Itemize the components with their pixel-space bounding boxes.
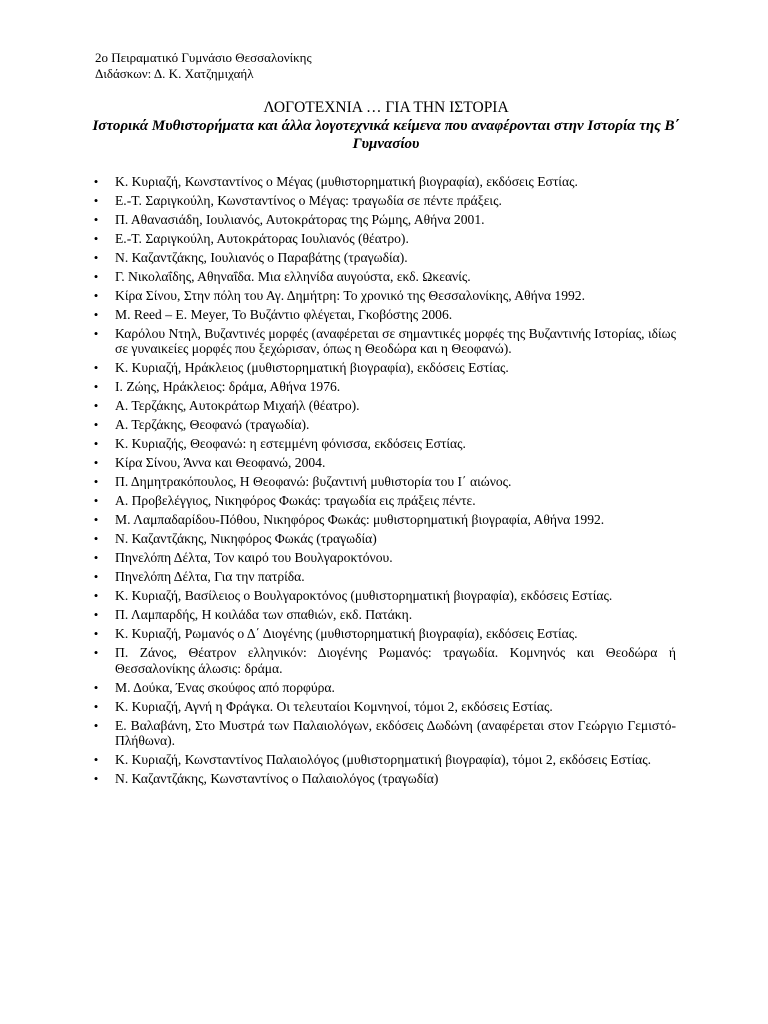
bibliography-item-text: Π. Δημητρακόπουλος, Η Θεοφανώ: βυζαντινή μυθιστορία του Ι΄ αιώνος. (115, 474, 512, 490)
bullet-icon: • (93, 360, 99, 376)
bibliography-item (88, 360, 676, 376)
bibliography-item (88, 699, 676, 715)
bullet-icon: • (93, 645, 99, 661)
bullet-icon: • (93, 550, 99, 566)
bullet-icon: • (93, 211, 99, 227)
bibliography-item-text: Π. Ζάνος, Θέατρον ελληνικόν: Διογένης Ρωμανός: τραγωδία. Κομνηνός και Θεοδώρα ή Θεσσαλονίκης άλωσις: δράμα. (115, 645, 676, 676)
bibliography-item (88, 607, 676, 623)
bibliography-item (88, 645, 676, 676)
bullet-icon: • (93, 230, 99, 246)
bullet-icon: • (93, 192, 99, 208)
bullet-icon: • (93, 531, 99, 547)
bullet-icon: • (93, 325, 99, 341)
bullet-icon: • (93, 287, 99, 303)
bibliography-item (88, 398, 676, 414)
bibliography-item-text: Ε.-Τ. Σαριγκούλη, Κωνσταντίνος ο Μέγας: τραγωδία σε πέντε πράξεις. (115, 192, 502, 208)
bibliography-item-text: Καρόλου Ντηλ, Βυζαντινές μορφές (αναφέρεται σε σημαντικές μορφές της Βυζαντινής Ιστορίας, ιδίως σε γυναικείες μορφές που ξεχώρισαν, όπως η Θεοδώρα και η Θεοφανώ). (115, 325, 676, 357)
bibliography-item-text: Ν. Καζαντζάκης, Ιουλιανός ο Παραβάτης (τραγωδία). (115, 249, 408, 265)
bibliography-item (88, 174, 676, 190)
bullet-icon: • (93, 752, 99, 768)
bibliography-item-text: Πηνελόπη Δέλτα, Τον καιρό του Βουλγαροκτόνου. (115, 550, 393, 566)
bullet-icon: • (93, 607, 99, 623)
bibliography-item (88, 569, 676, 585)
bibliography-item (88, 771, 676, 787)
bibliography-item-text: Κ. Κυριαζή, Ρωμανός ο Δ΄ Διογένης (μυθιστορηματική βιογραφία), εκδόσεις Εστίας. (115, 626, 578, 642)
bullet-icon: • (93, 417, 99, 433)
bibliography-item-text: Ε. Βαλαβάνη, Στο Μυστρά των Παλαιολόγων, εκδόσεις Δωδώνη (αναφέρεται στον Γεώργιο Γεμιστό-Πλήθωνα). (115, 717, 676, 749)
bibliography-item (88, 307, 676, 323)
bibliography-item-text: Π. Αθανασιάδη, Ιουλιανός, Αυτοκράτορας της Ρώμης, Αθήνα 2001. (115, 211, 485, 227)
school-name: 2ο Πειραματικό Γυμνάσιο Θεσσαλονίκης (95, 50, 312, 65)
bibliography-item (88, 288, 676, 304)
bullet-icon: • (93, 268, 99, 284)
bibliography-item (88, 326, 676, 357)
bibliography-item-text: Κίρα Σίνου, Στην πόλη του Αγ. Δημήτρη: Το χρονικό της Θεσσαλονίκης, Αθήνα 1992. (115, 287, 585, 303)
bibliography-list (88, 174, 676, 790)
bibliography-item-text: Κ. Κυριαζή, Βασίλειος ο Βουλγαροκτόνος (μυθιστορηματική βιογραφία), εκδόσεις Εστίας. (115, 588, 613, 604)
bibliography-item-text: Ι. Ζώης, Ηράκλειος: δράμα, Αθήνα 1976. (115, 379, 341, 395)
bibliography-item (88, 436, 676, 452)
bullet-icon: • (93, 771, 99, 787)
document-title: ΛΟΓΟΤΕΧΝΙΑ … ΓΙΑ ΤΗΝ ΙΣΤΟΡΙΑ (263, 99, 509, 116)
bullet-icon: • (93, 398, 99, 414)
title-block (88, 99, 684, 153)
bullet-icon: • (93, 306, 99, 322)
bibliography-item-text: Α. Προβελέγγιος, Νικηφόρος Φωκάς: τραγωδία εις πράξεις πέντε. (115, 493, 476, 509)
bibliography-item (88, 212, 676, 228)
bullet-icon: • (93, 493, 99, 509)
bullet-icon: • (93, 698, 99, 714)
bibliography-item (88, 231, 676, 247)
bibliography-item-text: Κ. Κυριαζής, Θεοφανώ: η εστεμμένη φόνισσα, εκδόσεις Εστίας. (115, 436, 466, 452)
bibliography-item-text: Κ. Κυριαζή, Αγνή η Φράγκα. Οι τελευταίοι Κομνηνοί, τόμοι 2, εκδόσεις Εστίας. (115, 698, 553, 714)
bibliography-item (88, 626, 676, 642)
bibliography-item-text: Ε.-Τ. Σαριγκούλη, Αυτοκράτορας Ιουλιανός (θέατρο). (115, 230, 409, 246)
bibliography-item-text: Α. Τερζάκης, Αυτοκράτωρ Μιχαήλ (θέατρο). (115, 398, 360, 414)
bullet-icon: • (93, 474, 99, 490)
bibliography-item (88, 718, 676, 749)
bibliography-item-text: Κίρα Σίνου, Άννα και Θεοφανώ, 2004. (115, 455, 326, 471)
bibliography-item (88, 752, 676, 768)
bibliography-item (88, 588, 676, 604)
bibliography-item (88, 512, 676, 528)
bibliography-item-text: M. Reed – E. Meyer, Το Βυζάντιο φλέγεται, Γκοβόστης 2006. (115, 306, 453, 322)
bibliography-item (88, 680, 676, 696)
bibliography-item-text: Κ. Κυριαζή, Ηράκλειος (μυθιστορηματική βιογραφία), εκδόσεις Εστίας. (115, 360, 509, 376)
bullet-icon: • (93, 436, 99, 452)
bibliography-item-text: Π. Λαμπαρδής, Η κοιλάδα των σπαθιών, εκδ. Πατάκη. (115, 607, 413, 623)
bibliography-item (88, 269, 676, 285)
bibliography-item-text: Μ. Λαμπαδαρίδου-Πόθου, Νικηφόρος Φωκάς: μυθιστορηματική βιογραφία, Αθήνα 1992. (115, 512, 605, 528)
bullet-icon: • (93, 717, 99, 733)
bullet-icon: • (93, 174, 99, 189)
bullet-icon: • (93, 569, 99, 585)
bibliography-item-text: Κ. Κυριαζή, Κωνσταντίνος ο Μέγας (μυθιστορηματική βιογραφία), εκδόσεις Εστίας. (115, 174, 578, 189)
bullet-icon: • (93, 249, 99, 265)
bullet-icon: • (93, 588, 99, 604)
bibliography-item (88, 379, 676, 395)
bibliography-item-text: Γ. Νικολαΐδης, Αθηναΐδα. Μια ελληνίδα αυγούστα, εκδ. Ωκεανίς. (115, 268, 471, 284)
bibliography-item-text: Ν. Καζαντζάκης, Κωνσταντίνος ο Παλαιολόγος (τραγωδία) (115, 771, 439, 787)
bibliography-item-text: Ν. Καζαντζάκης, Νικηφόρος Φωκάς (τραγωδία) (115, 531, 377, 547)
bibliography-item (88, 474, 676, 490)
bibliography-item (88, 531, 676, 547)
bibliography-item (88, 455, 676, 471)
bibliography-item (88, 193, 676, 209)
bullet-icon: • (93, 455, 99, 471)
bullet-icon: • (93, 626, 99, 642)
bibliography-item-text: Α. Τερζάκης, Θεοφανώ (τραγωδία). (115, 417, 310, 433)
bibliography-item (88, 250, 676, 266)
bibliography-item-text: Κ. Κυριαζή, Κωνσταντίνος Παλαιολόγος (μυθιστορηματική βιογραφία), τόμοι 2, εκδόσεις Εστίας. (115, 752, 652, 768)
bibliography-item-text: Πηνελόπη Δέλτα, Για την πατρίδα. (115, 569, 305, 585)
document-subtitle: Ιστορικά Μυθιστορήματα και άλλα λογοτεχνικά κείμενα που αναφέρονται στην Ιστορία της Β΄ Γυμνασίου (92, 118, 680, 152)
document-header (95, 50, 312, 82)
bibliography-item (88, 417, 676, 433)
bullet-icon: • (93, 512, 99, 528)
teacher-name: Διδάσκων: Δ. Κ. Χατζημιχαήλ (95, 66, 254, 81)
bibliography-item-text: Μ. Δούκα, Ένας σκούφος από πορφύρα. (115, 679, 335, 695)
bibliography-item (88, 493, 676, 509)
bullet-icon: • (93, 679, 99, 695)
bibliography-item (88, 550, 676, 566)
bullet-icon: • (93, 379, 99, 395)
